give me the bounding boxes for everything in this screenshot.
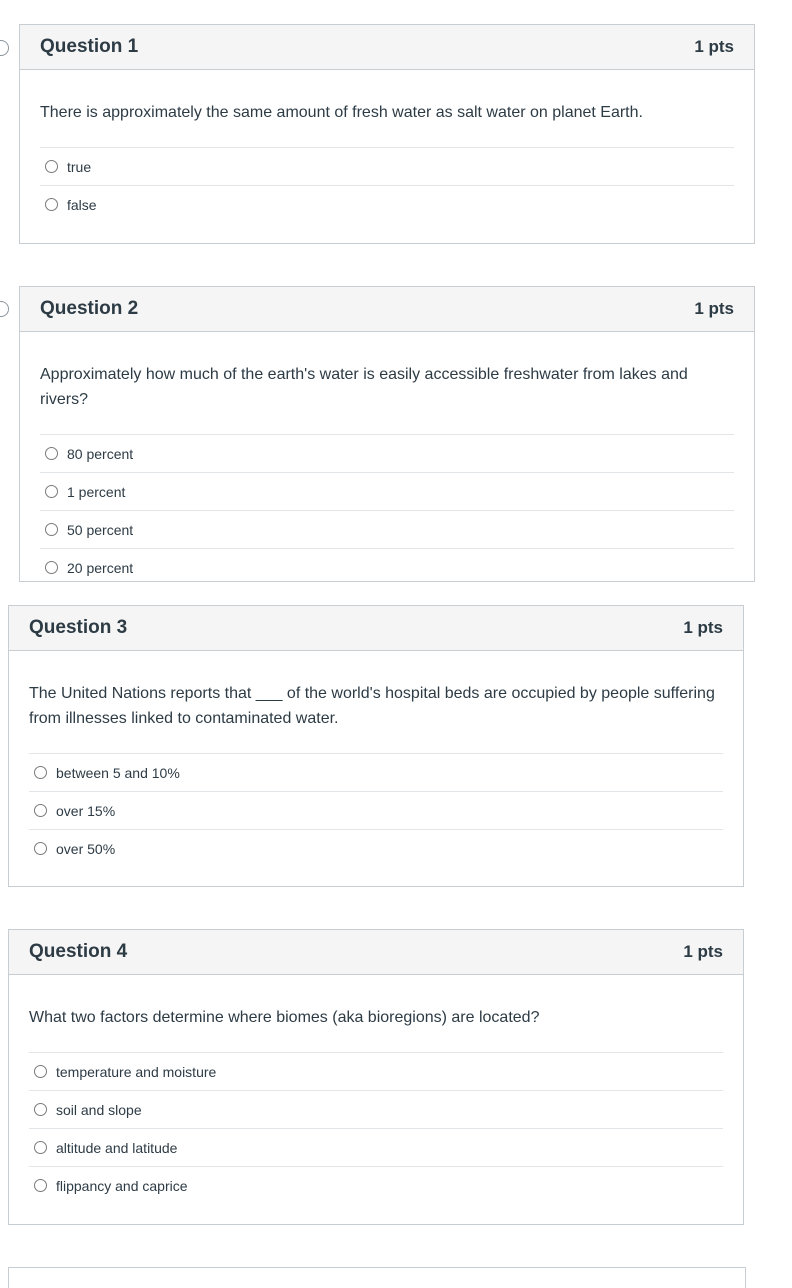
- answer-label: over 15%: [56, 802, 116, 819]
- next-question-edge: [8, 1267, 746, 1288]
- radio-button[interactable]: [45, 561, 58, 574]
- question-text: What two factors determine where biomes (aka bioregions) are located?: [29, 1009, 540, 1026]
- question-header: [20, 25, 754, 70]
- answer-option[interactable]: [29, 791, 723, 829]
- question-header: [9, 606, 743, 651]
- answer-label: flippancy and caprice: [56, 1177, 188, 1194]
- answer-option[interactable]: [40, 147, 734, 185]
- answer-option[interactable]: [29, 1090, 723, 1128]
- answer-label: soil and slope: [56, 1101, 142, 1118]
- flag-question-icon[interactable]: [0, 40, 9, 56]
- question-3: [8, 605, 744, 887]
- radio-button[interactable]: [34, 1179, 47, 1192]
- answer-label: temperature and moisture: [56, 1063, 217, 1080]
- answer-option[interactable]: [40, 548, 734, 586]
- question-header: [9, 930, 743, 975]
- radio-button[interactable]: [34, 1141, 47, 1154]
- answer-label: 1 percent: [67, 483, 126, 500]
- answer-label: over 50%: [56, 840, 116, 857]
- question-title: Question 1: [40, 36, 139, 57]
- radio-button[interactable]: [34, 842, 47, 855]
- radio-button[interactable]: [34, 1103, 47, 1116]
- radio-button[interactable]: [34, 1065, 47, 1078]
- question-title: Question 3: [29, 617, 128, 638]
- question-title: Question 2: [40, 298, 139, 319]
- question-points: 1 pts: [694, 299, 734, 318]
- answer-label: between 5 and 10%: [56, 764, 180, 781]
- radio-button[interactable]: [45, 485, 58, 498]
- answer-label: 80 percent: [67, 445, 134, 462]
- answer-option[interactable]: [40, 434, 734, 472]
- radio-button[interactable]: [45, 198, 58, 211]
- radio-button[interactable]: [45, 523, 58, 536]
- answer-option[interactable]: [29, 753, 723, 791]
- answer-label: 50 percent: [67, 521, 134, 538]
- question-points: 1 pts: [694, 37, 734, 56]
- question-4: [8, 929, 744, 1225]
- question-2: [19, 286, 755, 582]
- question-title: Question 4: [29, 941, 128, 962]
- radio-button[interactable]: [45, 447, 58, 460]
- answer-option[interactable]: [40, 510, 734, 548]
- radio-button[interactable]: [45, 160, 58, 173]
- answer-label: 20 percent: [67, 559, 134, 576]
- flag-question-icon[interactable]: [0, 301, 9, 317]
- radio-button[interactable]: [34, 804, 47, 817]
- answer-label: true: [67, 158, 92, 175]
- question-points: 1 pts: [683, 942, 723, 961]
- question-text: Approximately how much of the earth's water is easily accessible freshwater from lakes and rivers?: [40, 366, 688, 408]
- answer-label: altitude and latitude: [56, 1139, 178, 1156]
- question-text: The United Nations reports that ___ of the world's hospital beds are occupied by people suffering from illnesses linked to contaminated water.: [29, 685, 715, 727]
- radio-button[interactable]: [34, 766, 47, 779]
- answer-option[interactable]: [29, 1166, 723, 1204]
- question-text: There is approximately the same amount of fresh water as salt water on planet Earth.: [40, 104, 643, 121]
- answer-label: false: [67, 196, 97, 213]
- question-header: [20, 287, 754, 332]
- question-1: [19, 24, 755, 244]
- answer-option[interactable]: [29, 829, 723, 867]
- answer-option[interactable]: [40, 472, 734, 510]
- answer-option[interactable]: [29, 1052, 723, 1090]
- question-points: 1 pts: [683, 618, 723, 637]
- answer-option[interactable]: [40, 185, 734, 223]
- answer-option[interactable]: [29, 1128, 723, 1166]
